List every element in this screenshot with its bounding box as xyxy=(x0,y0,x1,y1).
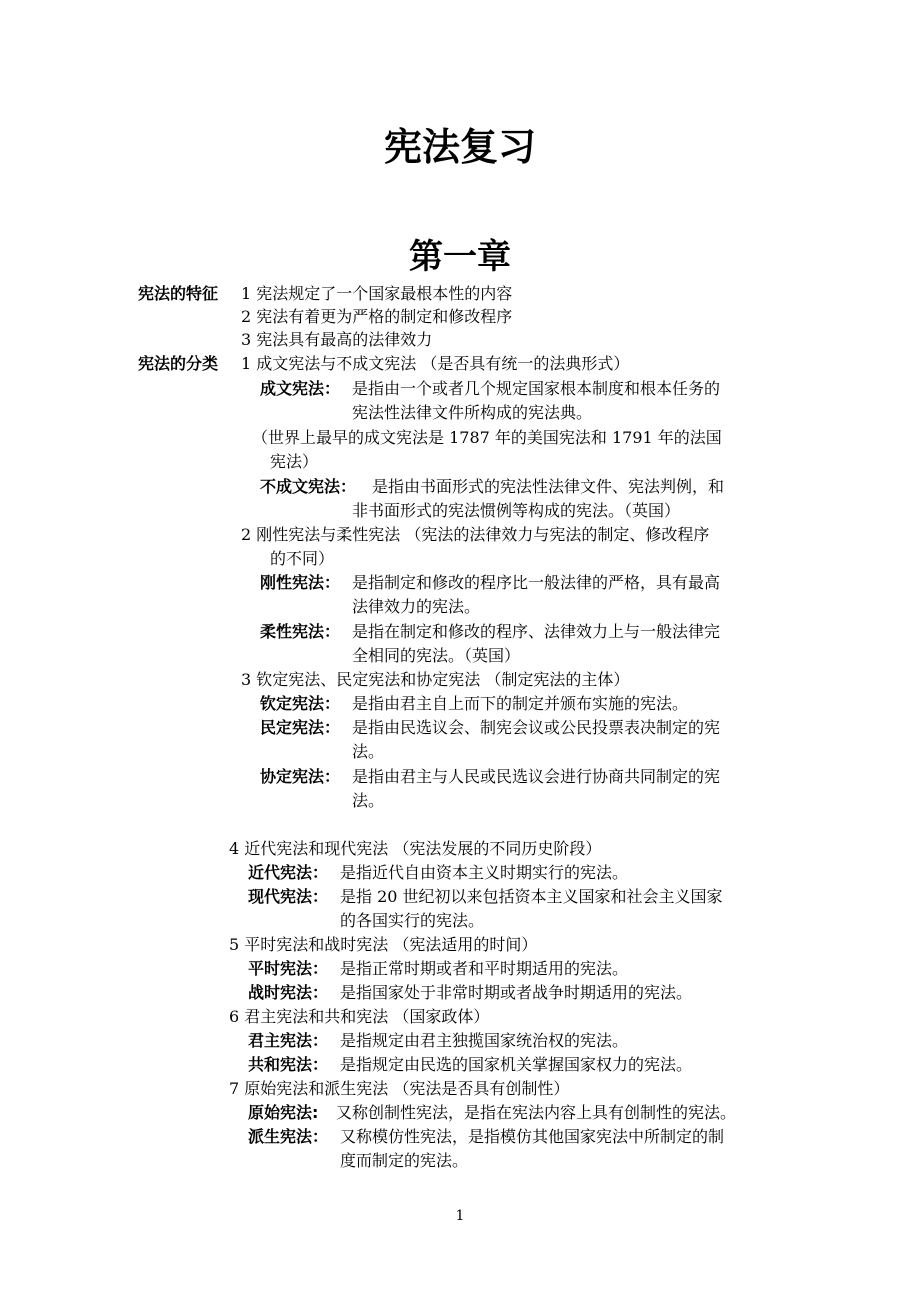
term-label: 现代宪法： xyxy=(248,887,329,906)
term-label: 不成文宪法： xyxy=(260,477,357,496)
term-definition: 是指由君主自上而下的制定并颁布实施的宪法。 xyxy=(352,694,689,713)
features-heading: 宪法的特征 xyxy=(138,284,219,303)
document-title: 宪法复习 xyxy=(383,125,536,169)
term-definition: 全相同的宪法。（英国） xyxy=(352,646,521,665)
term-definition: 是指规定由民选的国家机关掌握国家权力的宪法。 xyxy=(340,1055,693,1074)
term-label: 钦定宪法： xyxy=(260,694,341,713)
category-title: 6 君主宪法和共和宪法 （国家政体） xyxy=(229,1007,490,1026)
category-title: 7 原始宪法和派生宪法 （宪法是否具有创制性） xyxy=(229,1079,570,1098)
term-definition: 是指规定由君主独揽国家统治权的宪法。 xyxy=(340,1031,629,1050)
term-label: 民定宪法： xyxy=(260,718,341,737)
term-definition: 非书面形式的宪法惯例等构成的宪法。（英国） xyxy=(352,501,681,520)
category-title: 的不同） xyxy=(270,549,335,568)
feature-item: 3 宪法具有最高的法律效力 xyxy=(241,330,433,349)
term-label: 近代宪法： xyxy=(248,863,329,882)
term-definition: 又称模仿性宪法，是指模仿其他国家宪法中所制定的制 xyxy=(340,1127,725,1146)
term-definition: 宪法性法律文件所构成的宪法典。 xyxy=(352,403,593,422)
term-definition: 是指 20 世纪初以来包括资本主义国家和社会主义国家 xyxy=(340,887,723,906)
term-definition: 法。 xyxy=(352,742,385,761)
term-label: 君主宪法： xyxy=(248,1031,329,1050)
term-label: 战时宪法： xyxy=(248,983,329,1002)
term-definition: 是指由民选议会、制宪会议或公民投票表决制定的宪 xyxy=(352,718,721,737)
term-definition: 是指制定和修改的程序比一般法律的严格，具有最高 xyxy=(352,573,721,592)
category-title: 2 刚性宪法与柔性宪法 （宪法的法律效力与宪法的制定、修改程序 xyxy=(241,525,710,544)
term-label: 平时宪法： xyxy=(248,959,329,978)
term-label: 柔性宪法： xyxy=(260,622,341,641)
classification-heading: 宪法的分类 xyxy=(138,354,219,373)
term-label: 成文宪法： xyxy=(260,379,341,398)
feature-item: 1 宪法规定了一个国家最根本性的内容 xyxy=(241,284,513,303)
term-definition: 又称创制性宪法，是指在宪法内容上具有创制性的宪法。 xyxy=(336,1103,737,1122)
category-title: 1 成文宪法与不成文宪法 （是否具有统一的法典形式） xyxy=(241,354,630,373)
feature-item: 2 宪法有着更为严格的制定和修改程序 xyxy=(241,307,513,326)
term-label: 协定宪法： xyxy=(260,767,341,786)
page-number: 1 xyxy=(455,1208,465,1224)
term-definition: 是指国家处于非常时期或者战争时期适用的宪法。 xyxy=(340,983,693,1002)
term-definition: 法律效力的宪法。 xyxy=(352,597,481,616)
chapter-heading: 第一章 xyxy=(409,237,511,277)
term-definition: 的各国实行的宪法。 xyxy=(340,911,485,930)
category-title: 4 近代宪法和现代宪法 （宪法发展的不同历史阶段） xyxy=(229,839,602,858)
category-title: 3 钦定宪法、民定宪法和协定宪法 （制定宪法的主体） xyxy=(241,670,630,689)
term-definition: 是指在制定和修改的程序、法律效力上与一般法律完 xyxy=(352,622,721,641)
category-title: 5 平时宪法和战时宪法 （宪法适用的时间） xyxy=(229,935,538,954)
term-label: 共和宪法： xyxy=(248,1055,329,1074)
term-definition: 是指正常时期或者和平时期适用的宪法。 xyxy=(340,959,629,978)
term-label: 刚性宪法： xyxy=(260,573,341,592)
term-label: 原始宪法: xyxy=(248,1103,319,1122)
term-definition: 法。 xyxy=(352,791,385,810)
note-text: 宪法） xyxy=(270,452,319,471)
term-label: 派生宪法： xyxy=(248,1127,329,1146)
note-text: （世界上最早的成文宪法是 1787 年的美国宪法和 1791 年的法国 xyxy=(252,428,722,447)
term-definition: 是指由书面形式的宪法性法律文件、宪法判例，和 xyxy=(372,477,725,496)
term-definition: 是指由一个或者几个规定国家根本制度和根本任务的 xyxy=(352,379,721,398)
term-definition: 是指由君主与人民或民选议会进行协商共同制定的宪 xyxy=(352,767,721,786)
term-definition: 是指近代自由资本主义时期实行的宪法。 xyxy=(340,863,629,882)
term-definition: 度而制定的宪法。 xyxy=(340,1151,469,1170)
